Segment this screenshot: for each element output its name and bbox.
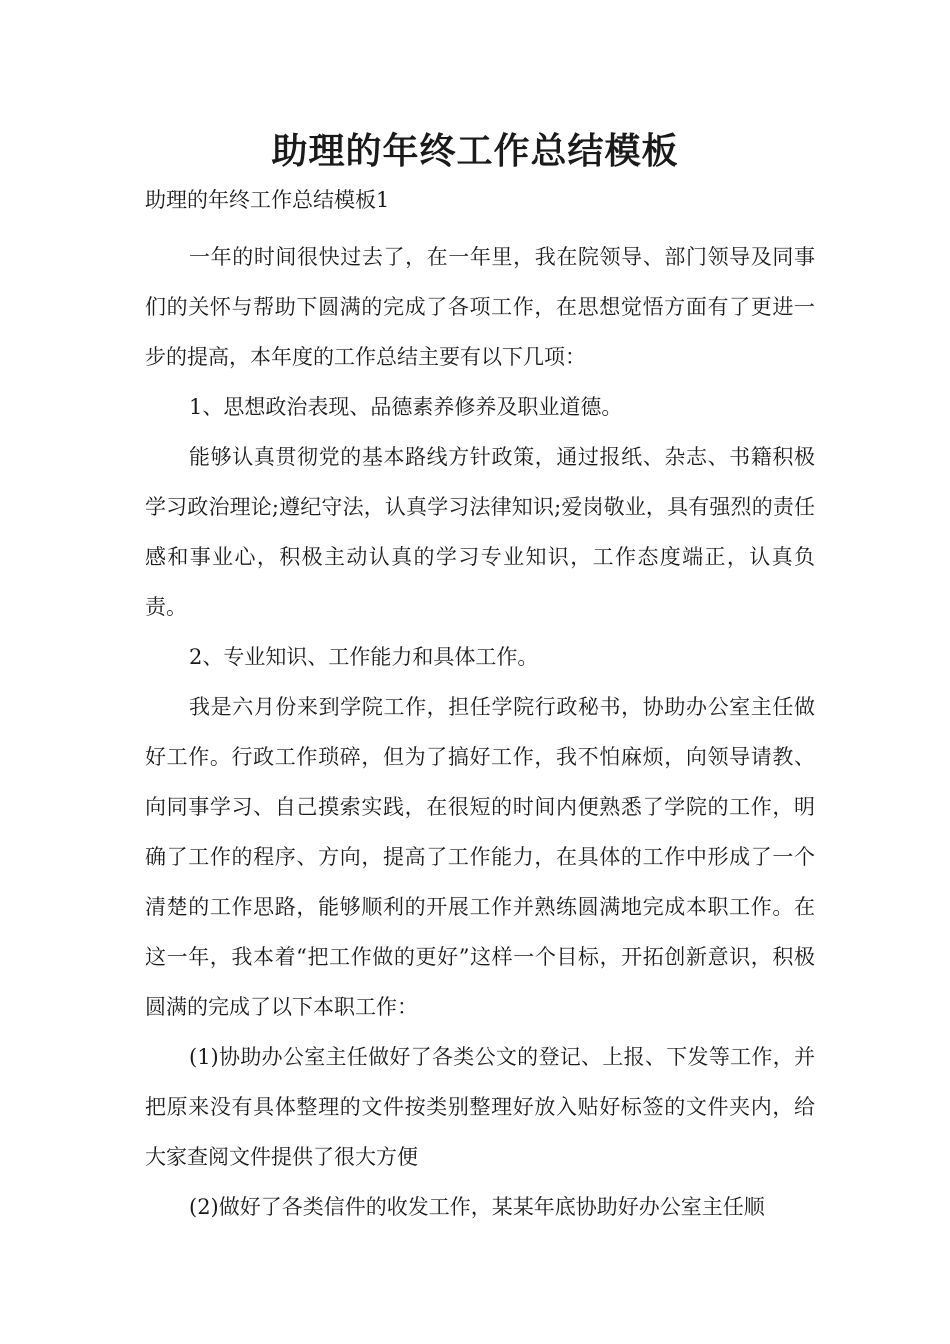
paragraph: 能够认真贯彻党的基本路线方针政策，通过报纸、杂志、书籍积极学习政治理论;遵纪守法，认真学习法律知识;爱岗敬业，具有强烈的责任感和事业心，积极主动认真的学习专业知识，工作态度端正，认真负责。: [145, 445, 815, 619]
paragraph: (2)做好了各类信件的收发工作，某某年底协助好办公室主任顺: [189, 1195, 765, 1219]
paragraph: 2、专业知识、工作能力和具体工作。: [189, 645, 539, 669]
paragraph: 我是六月份来到学院工作，担任学院行政秘书，协助办公室主任做好工作。行政工作琐碎，但为了搞好工作，我不怕麻烦，向领导请教、向同事学习、自己摸索实践，在很短的时间内便熟悉了学院的工作，明确了工作的程序、方向，提高了工作能力，在具体的工作中形成了一个清楚的工作思路，能够顺利的开展工作并熟练圆满地完成本职工作。在这一年，我本着“把工作做的更好”这样一个目标，开拓创新意识，积极圆满的完成了以下本职工作：: [145, 695, 815, 1019]
paragraph: 一年的时间很快过去了，在一年里，我在院领导、部门领导及同事们的关怀与帮助下圆满的完成了各项工作，在思想觉悟方面有了更进一步的提高，本年度的工作总结主要有以下几项：: [145, 245, 815, 369]
document-title: 助理的年终工作总结模板: [271, 131, 679, 172]
document-body: [145, 232, 815, 1232]
document-subtitle: 助理的年终工作总结模板1: [145, 188, 390, 212]
paragraph: (1)协助办公室主任做好了各类公文的登记、上报、下发等工作，并把原来没有具体整理的文件按类别整理好放入贴好标签的文件夹内，给大家查阅文件提供了很大方便: [145, 1045, 815, 1169]
paragraph: 1、思想政治表现、品德素养修养及职业道德。: [189, 395, 623, 419]
